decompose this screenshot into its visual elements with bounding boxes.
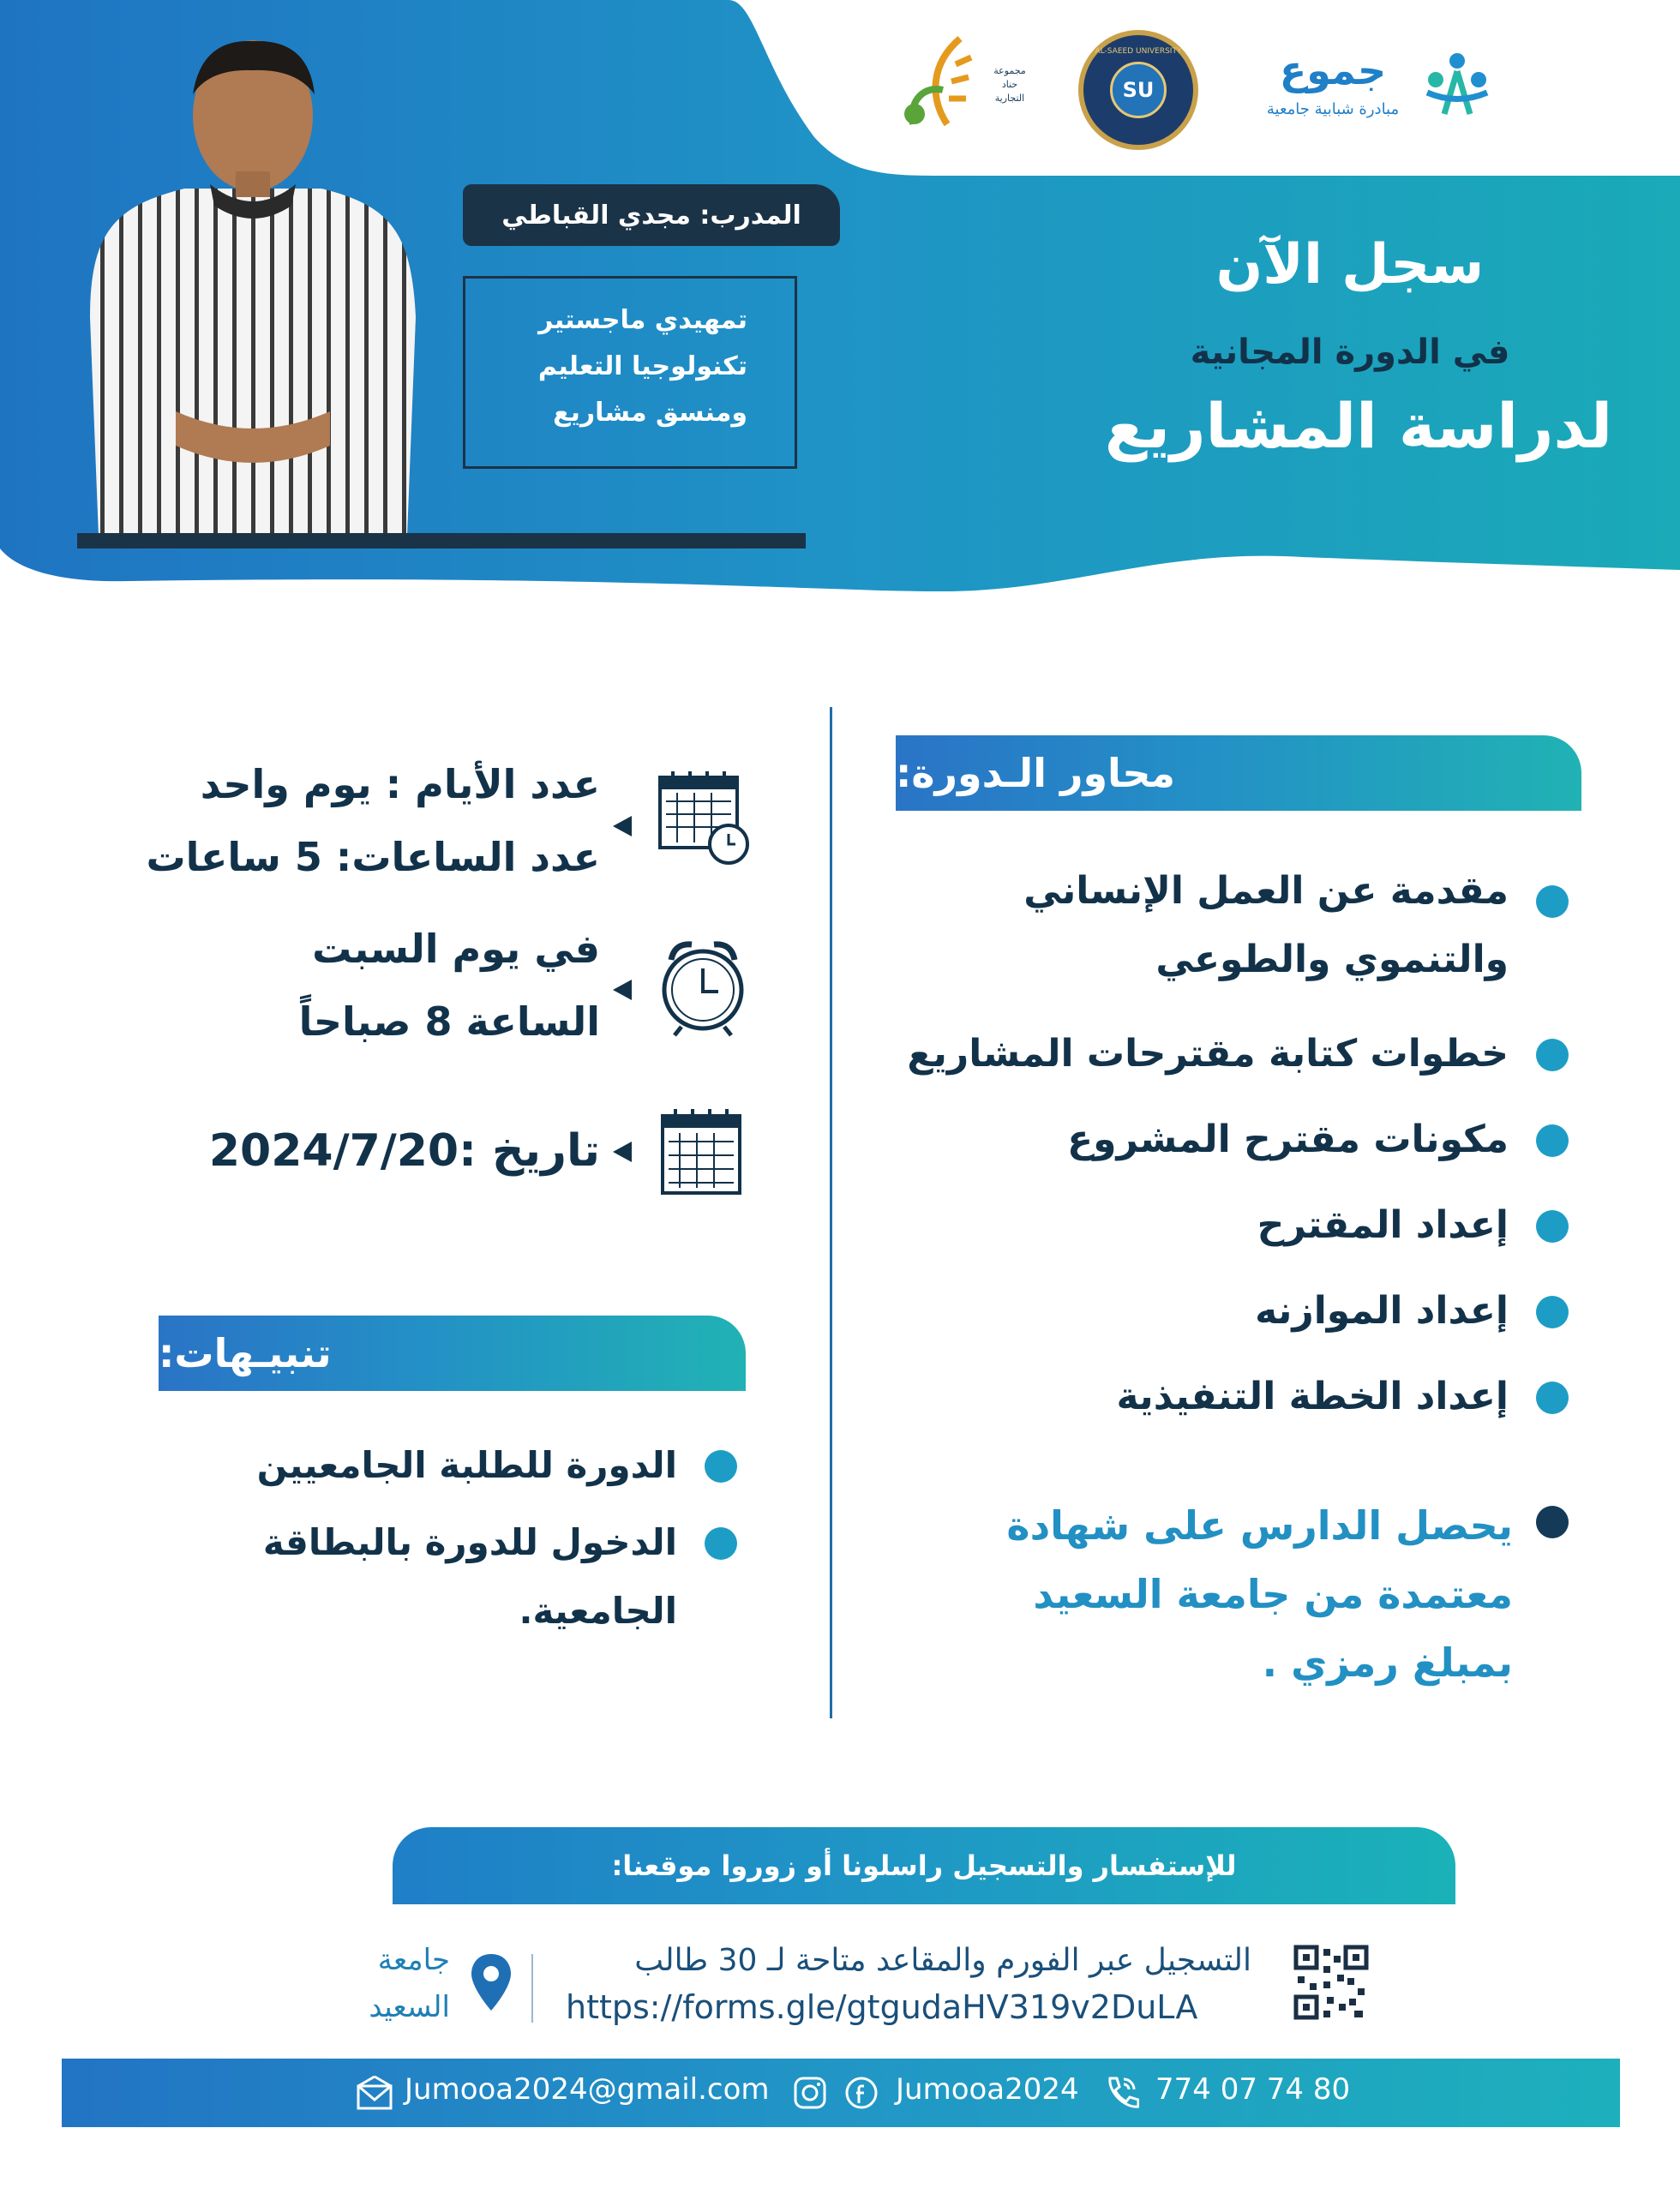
topic-item (857, 857, 1509, 994)
partner-logo (891, 30, 1029, 146)
trainer-name-tag: المدرب: مجدي القباطي (463, 184, 840, 246)
people-icon (1419, 45, 1496, 123)
bullet-dot (705, 1527, 737, 1560)
wheat-icon (896, 30, 990, 133)
topic-item: إعداد المقترح (1257, 1203, 1509, 1247)
trainer-bio-line: تكنولوجيا التعليم (537, 351, 747, 381)
email-icon (356, 2074, 393, 2112)
trainer-bio-line: تمهيدي ماجستير (538, 305, 747, 335)
registration-note: التسجيل عبر الفورم والمقاعد متاحة لـ 30 طالب (634, 1943, 1251, 1978)
bullet-dot (1536, 1382, 1569, 1414)
university-seal (1078, 30, 1198, 150)
topic-item: خطوات كتابة مقترحات المشاريع (907, 1032, 1509, 1076)
notice-line: الجامعية. (519, 1590, 677, 1632)
pointer-arrow-icon (613, 816, 632, 836)
course-title: لدراسة المشاريع (1104, 390, 1613, 462)
topic-line: مقدمة عن العمل الإنساني (1023, 869, 1509, 913)
notices-heading: تنبيـهات: (159, 1316, 746, 1391)
calendar-icon (658, 1106, 744, 1198)
social-handle[interactable]: Jumooa2024 (896, 2072, 1079, 2107)
facebook-icon[interactable] (844, 2076, 879, 2110)
jumooa-subtitle: مبادرة شبابية جامعية (1266, 100, 1400, 118)
registration-form-link[interactable]: https://forms.gle/gtgudaHV319v2DuLA (566, 1988, 1198, 2026)
instagram-icon[interactable] (793, 2076, 827, 2110)
bullet-dot-dark (1536, 1506, 1569, 1538)
certificate-line: يحصل الدارس على شهادة (1006, 1502, 1513, 1549)
certificate-line: بمبلغ رمزي . (1262, 1640, 1513, 1686)
topic-item: مكونات مقترح المشروع (1067, 1118, 1509, 1161)
jumooa-logo (1239, 39, 1496, 133)
topics-heading: محاور الـدورة: (896, 735, 1581, 811)
bullet-dot (1536, 1039, 1569, 1071)
certificate-note (861, 1491, 1513, 1697)
trainer-bio-line: ومنسق مشاريع (553, 398, 747, 428)
pointer-arrow-icon (613, 1142, 632, 1162)
bullet-dot (705, 1450, 737, 1483)
trainer-bio-box (463, 276, 797, 469)
alarm-clock-icon (656, 934, 750, 1037)
bullet-dot (1536, 1210, 1569, 1243)
pointer-arrow-icon (613, 980, 632, 1000)
qr-code-icon (1293, 1944, 1370, 2021)
bullet-dot (1536, 1124, 1569, 1157)
topic-item: إعداد الموازنه (1255, 1289, 1509, 1333)
phone-icon (1101, 2074, 1139, 2112)
photo-underline (77, 533, 806, 548)
university-ring-text: AL-SAEED UNIVERSITY (1095, 47, 1182, 56)
partner-name: مجموعة حناد التجارية (993, 65, 1026, 104)
schedule-time: الساعة 8 صباحاً (298, 998, 600, 1045)
schedule-days: عدد الأيام : يوم واحد (200, 761, 600, 807)
notice-item (77, 1508, 677, 1646)
bullet-dot (1536, 1296, 1569, 1328)
university-line: جامعة (377, 1943, 450, 1977)
contact-separator (531, 1954, 533, 2023)
topic-item: إعداد الخطة التنفيذية (1116, 1375, 1509, 1418)
contact-bar (62, 2059, 1620, 2127)
trainer-photo (81, 34, 424, 536)
university-badge: SU (1122, 78, 1155, 102)
schedule-hours: عدد الساعات: 5 ساعات (146, 834, 600, 880)
column-divider (830, 707, 832, 1718)
topic-line: والتنموي والطوعي (1155, 938, 1509, 981)
certificate-line: معتمدة من جامعة السعيد (1033, 1571, 1513, 1617)
university-location (304, 1937, 450, 2031)
free-course-subtitle: في الدورة المجانية (1190, 333, 1510, 372)
jumooa-name: جموع (1279, 47, 1387, 93)
notice-line: الدخول للدورة بالبطاقة (262, 1521, 677, 1563)
bullet-dot (1536, 885, 1569, 918)
university-line: السعيد (369, 1990, 450, 2024)
calendar-clock-icon (656, 767, 750, 866)
register-now-title: سجل الآن (1215, 233, 1485, 297)
schedule-day-name: في يوم السبت (312, 926, 600, 972)
contact-heading: للإستفسار والتسجيل راسلونا أو زوروا موقعنا: (393, 1827, 1455, 1904)
schedule-date: تاريخ :2024/7/20 (208, 1125, 600, 1177)
phone-number[interactable]: 774 07 74 80 (1155, 2072, 1351, 2107)
notice-item: الدورة للطلبة الجامعيين (256, 1444, 677, 1486)
email-address[interactable]: Jumooa2024@gmail.com (405, 2072, 770, 2107)
location-pin-icon (470, 1952, 513, 2012)
